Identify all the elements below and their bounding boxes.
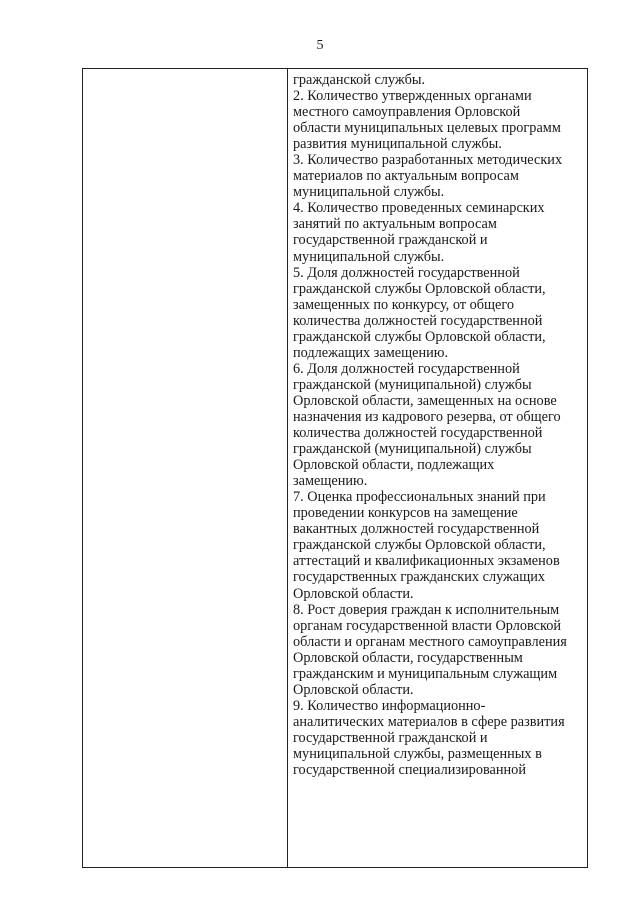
paragraph: 2. Количество утвержденных органами местного самоуправления Орловской области муниципальных целевых программ развития муниципальной службы.	[293, 88, 561, 153]
paragraph: гражданской службы.	[293, 72, 426, 88]
paragraph: 6. Доля должностей государственной гражданской (муниципальной) службы Орловской области, замещенных на основе назначения из кадрового резерва, от общего количества должностей государственной гражданской (муниципальной) службы Орловской области, подлежащих замещению.	[293, 360, 561, 490]
paragraph: 4. Количество проведенных семинарских занятий по актуальным вопросам государственной гражданской и муниципальной службы.	[293, 200, 545, 265]
right-cell-text	[288, 69, 587, 778]
table-cell-right	[288, 69, 588, 868]
paragraph: 7. Оценка профессиональных знаний при проведении конкурсов на замещение вакантных должностей государственной гражданской службы Орловской области, аттестаций и квалификационных экзаменов государственных гражданских служащих Орловской области.	[293, 489, 560, 602]
left-cell-text	[83, 69, 287, 72]
paragraph: 3. Количество разработанных методических материалов по актуальным вопросам муниципальной службы.	[293, 152, 563, 201]
paragraph: 5. Доля должностей государственной гражданской службы Орловской области, замещенных по конкурсу, от общего количества должностей государственной гражданской службы Орловской области, подлежащих замещению.	[293, 264, 546, 361]
indicators-table	[82, 68, 588, 868]
page-number: 5	[316, 38, 324, 53]
paragraph: 8. Рост доверия граждан к исполнительным органам государственной власти Орловской области и органам местного самоуправления Орловской области, государственным гражданским и муниципальным служащим Орловской области.	[293, 601, 567, 698]
paragraph: 9. Количество информационно- аналитических материалов в сфере развития государственной гражданской и муниципальной службы, размещенных в государственной специализированной	[293, 697, 565, 779]
table-row	[83, 69, 588, 868]
table-cell-left	[83, 69, 288, 868]
